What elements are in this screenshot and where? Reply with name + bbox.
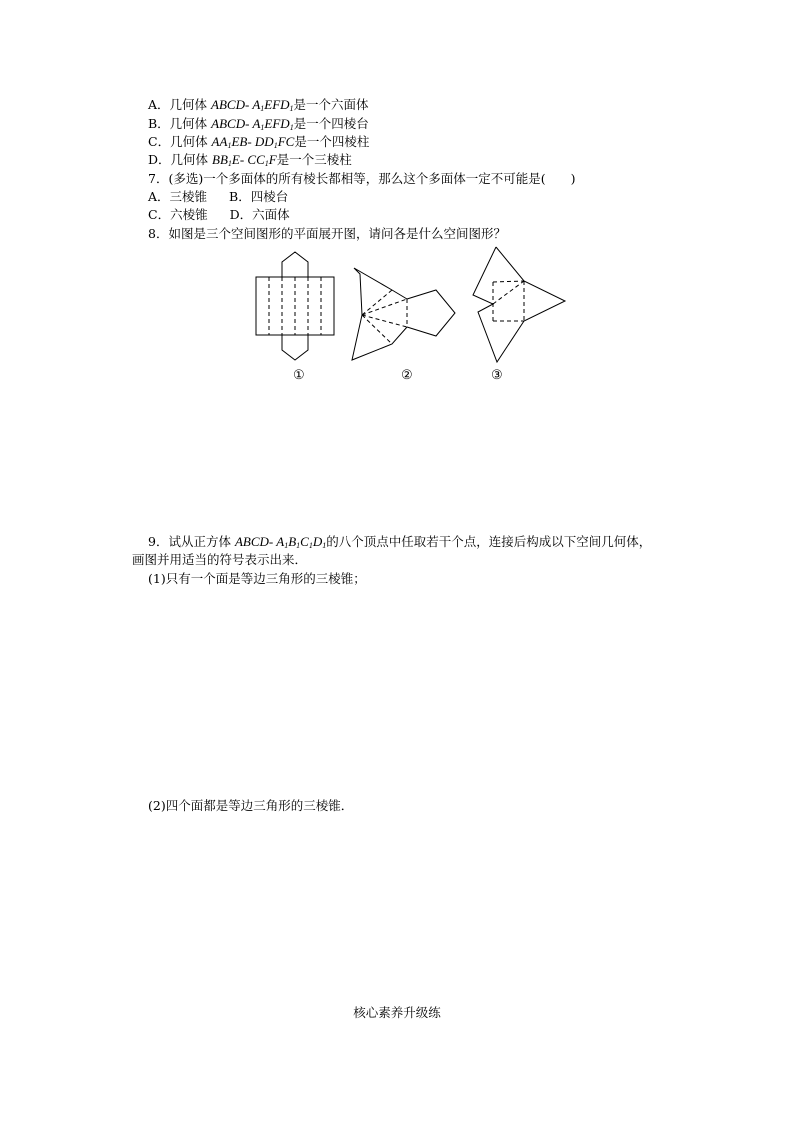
q7-option-d: D．六面体: [229, 207, 290, 222]
q7-options-row2: [148, 206, 290, 223]
q6-a-text: A．几何体: [148, 97, 212, 112]
q7-stem: 7．(多选)一个多面体的所有棱长都相等，那么这个多面体一定不可能是( ): [148, 171, 576, 186]
net-1-hexagonal-prism: [256, 252, 334, 360]
net-3-triangular-net: [473, 247, 565, 362]
q7-options-row1: [148, 188, 288, 205]
q6-b-tail: 是一个四棱台: [293, 116, 369, 131]
q6-option-d: [148, 151, 352, 172]
net-1-top-hexagon: [282, 252, 308, 277]
q6-a-tail: 是一个六面体: [293, 97, 369, 112]
q7-option-a: A．三棱锥: [148, 189, 208, 204]
q6-c-math: $AA_1EB-$ $DD_1FC$: [211, 134, 295, 150]
net-1-dashed-folds: [269, 277, 321, 335]
q7-option-c: C．六棱锥: [148, 207, 208, 222]
net-2-pentagonal-pyramid: [352, 268, 455, 360]
q6-d-text: D．几何体: [148, 152, 212, 167]
net-label-1: ①: [293, 368, 305, 383]
net-label-3: ③: [491, 368, 503, 383]
q9-stem-line1: 9．试从正方体 ABCD- $A_1B_1C_1D_1$的八个顶点中任取若干个点，连接后构成以下空间几何体，: [148, 534, 652, 550]
q9-cube-name: ABCD- $A_1B_1C_1D_1$: [234, 534, 327, 550]
q6-d-tail: 是一个三棱柱: [276, 152, 352, 167]
q9-stem-line2: 画图并用适当的符号表示出来．: [132, 552, 308, 567]
q6-b-text: B．几何体: [148, 116, 212, 131]
section-heading-core-literacy: 核心素养升级练: [353, 1005, 441, 1020]
q6-a-math: ABCD- $A_1EFD_1$: [211, 97, 294, 113]
q7-option-b: B．四棱台: [229, 189, 289, 204]
q6-c-tail: 是一个四棱柱: [294, 134, 370, 149]
q9-part-2: (2)四个面都是等边三角形的三棱锥．: [148, 798, 354, 813]
q8-stem: 8．如图是三个空间图形的平面展开图，请问各是什么空间图形？: [148, 226, 506, 241]
net-label-2: ②: [401, 368, 413, 383]
q6-b-math: ABCD- $A_1EFD_1$: [211, 116, 294, 132]
q6-option-a: [148, 96, 369, 117]
net-1-bottom-hexagon: [282, 335, 308, 360]
q9-part-1: (1)只有一个面是等边三角形的三棱锥；: [148, 571, 366, 586]
q8-net-figures: [250, 244, 580, 369]
q6-c-text: C．几何体: [148, 134, 212, 149]
q6-d-math: $BB_1E-$ $CC_1F$: [212, 152, 277, 168]
